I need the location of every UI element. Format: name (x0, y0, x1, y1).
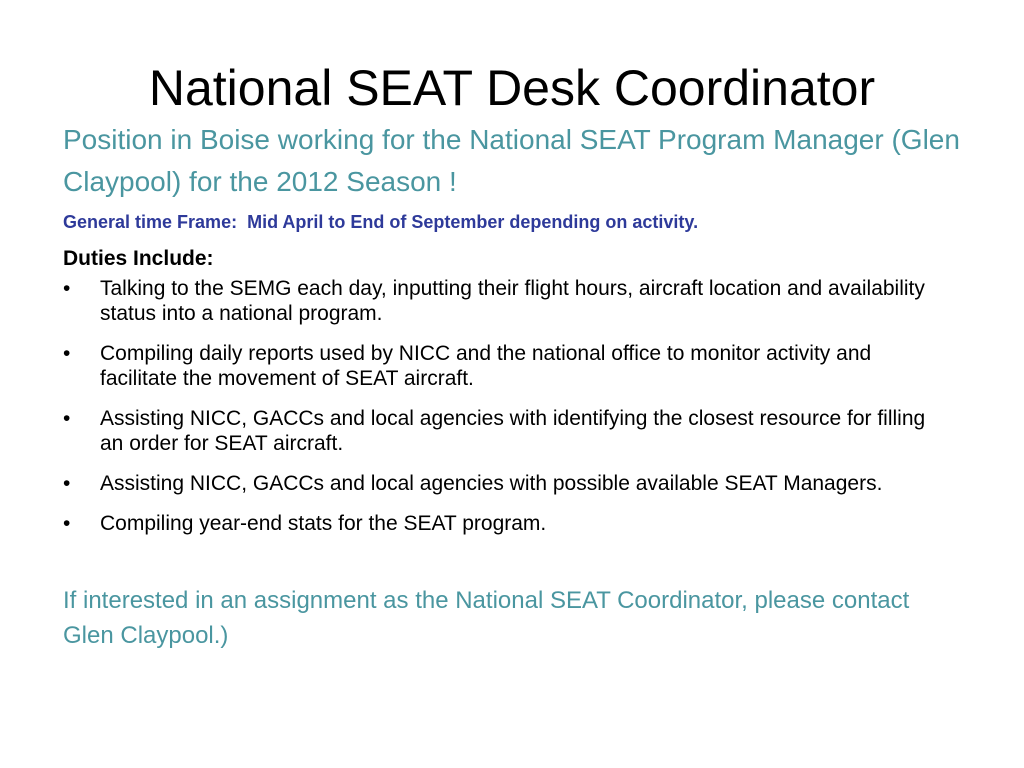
slide-title: National SEAT Desk Coordinator (148, 60, 876, 116)
duty-text: Assisting NICC, GACCs and local agencies with identifying the closest resource for filling an order for SEAT aircraft. (100, 407, 926, 455)
duty-item (63, 471, 953, 496)
bullet-icon: • (63, 472, 71, 495)
bullet-icon: • (63, 277, 71, 300)
slide-subtitle: Position in Boise working for the National SEAT Program Manager (Glen Claypool) for the 2012 Season ! (63, 124, 960, 197)
duty-item (63, 276, 953, 326)
bullet-icon: • (63, 512, 71, 535)
duty-item (63, 511, 953, 536)
duties-list (63, 276, 953, 551)
duty-text: Compiling daily reports used by NICC and the national office to monitor activity and facilitate the movement of SEAT aircraft. (100, 342, 872, 390)
duty-text: Compiling year-end stats for the SEAT program. (100, 512, 547, 535)
duty-text: Talking to the SEMG each day, inputting their flight hours, aircraft location and availability status into a national program. (100, 277, 925, 325)
duty-item (63, 406, 953, 456)
closing-note: If interested in an assignment as the National SEAT Coordinator, please contact Glen Claypool.) (63, 587, 910, 649)
duty-item (63, 341, 953, 391)
bullet-icon: • (63, 342, 71, 365)
duties-heading: Duties Include: (63, 247, 214, 270)
duty-text: Assisting NICC, GACCs and local agencies with possible available SEAT Managers. (100, 472, 883, 495)
bullet-icon: • (63, 407, 71, 430)
time-frame-note: General time Frame: Mid April to End of September depending on activity. (63, 212, 699, 232)
